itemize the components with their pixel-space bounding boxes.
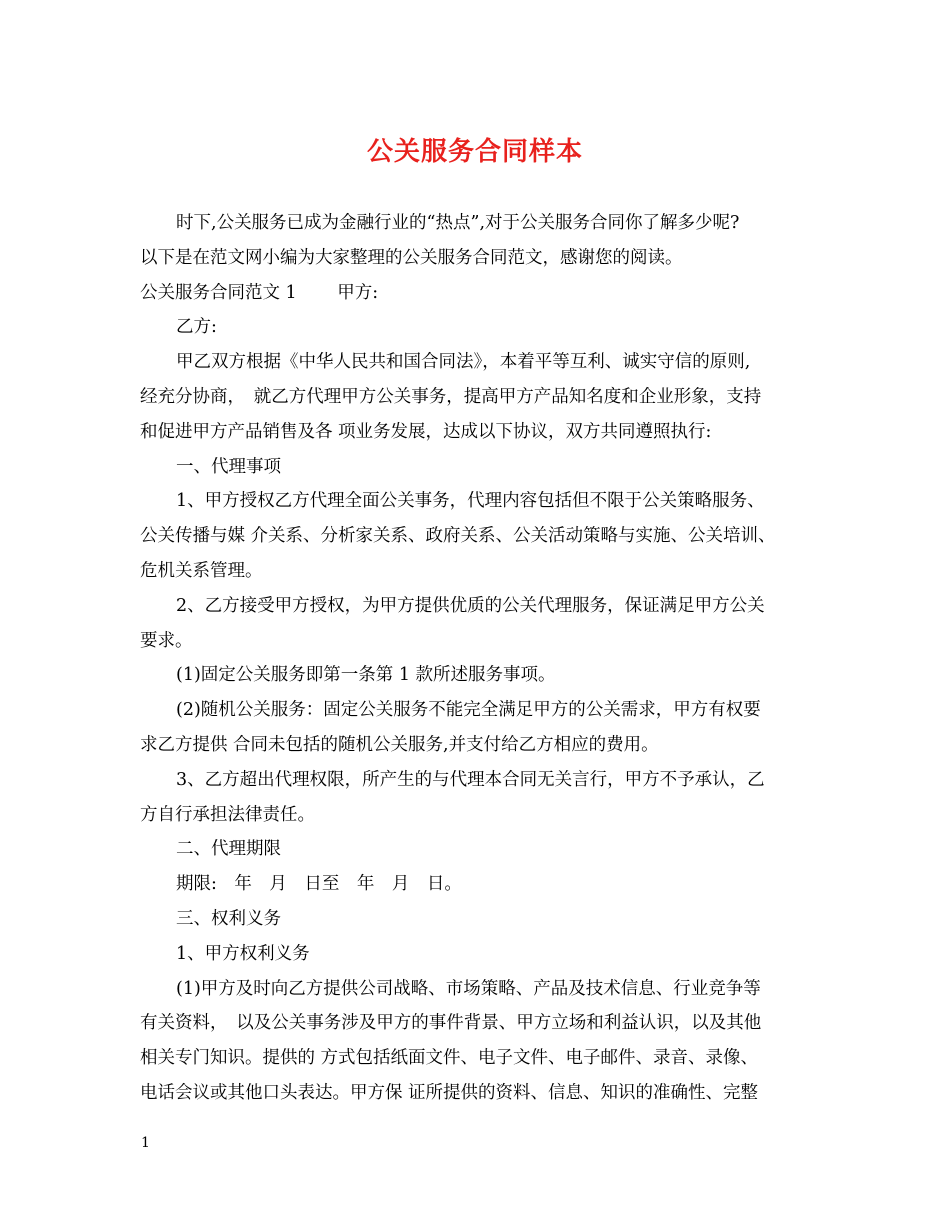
paragraph-line: 期限: 年 月 日至 年 月 日。 bbox=[176, 874, 462, 895]
paragraph-line: 危机关系管理。 bbox=[140, 560, 263, 581]
paragraph-line: 有关资料， 以及公关事务涉及甲方的事件背景、甲方立场和利益认识，以及其他 bbox=[140, 1013, 762, 1034]
paragraph-line: 要求。 bbox=[140, 630, 193, 651]
paragraph-line: 时下,公关服务已成为金融行业的“热点”,对于公关服务合同你了解多少呢? bbox=[176, 213, 740, 233]
paragraph-line: 乙方: bbox=[176, 317, 217, 338]
paragraph-line: 和促进甲方产品销售及各 项业务发展，达成以下协议，双方共同遵照执行: bbox=[140, 421, 712, 442]
paragraph-line: 电话会议或其他口头表达。甲方保 证所提供的资料、信息、知识的准确性、完整 bbox=[140, 1082, 759, 1103]
paragraph-line: 公关传播与媒 介关系、分析家关系、政府关系、公关活动策略与实施、公关培训、 bbox=[140, 526, 776, 547]
paragraph-line: 求乙方提供 合同未包括的随机公关服务,并支付给乙方相应的费用。 bbox=[140, 734, 659, 755]
paragraph-line: (2)随机公关服务：固定公关服务不能完全满足甲方的公关需求，甲方有权要 bbox=[176, 700, 761, 721]
paragraph-line: 1、甲方授权乙方代理全面公关事务，代理内容包括但不限于公关策略服务、 bbox=[176, 491, 765, 512]
document-body bbox=[140, 206, 830, 1111]
paragraph-line: 3、乙方超出代理权限，所产生的与代理本合同无关言行，甲方不予承认，乙 bbox=[176, 769, 765, 790]
paragraph-line: 经充分协商， 就乙方代理甲方公关事务，提高甲方产品知名度和企业形象，支持 bbox=[140, 386, 762, 407]
document-title: 公关服务合同样本 bbox=[366, 137, 583, 167]
paragraph-line: 公关服务合同范文 1 甲方: bbox=[140, 282, 379, 303]
paragraph-line: (1)固定公关服务即第一条第 1 款所述服务事项。 bbox=[176, 665, 556, 686]
paragraph-line: 方自行承担法律责任。 bbox=[140, 804, 315, 825]
paragraph-line: 相关专门知识。提供的 方式包括纸面文件、电子文件、电子邮件、录音、录像、 bbox=[140, 1048, 759, 1069]
section-heading: 二、代理期限 bbox=[176, 839, 281, 860]
paragraph-line: (1)甲方及时向乙方提供公司战略、市场策略、产品及技术信息、行业竞争等 bbox=[176, 978, 761, 999]
section-heading: 三、权利义务 bbox=[176, 908, 281, 929]
subsection-heading: 1、甲方权利义务 bbox=[176, 943, 310, 964]
paragraph-line: 以下是在范文网小编为大家整理的公关服务合同范文，感谢您的阅读。 bbox=[140, 247, 683, 268]
paragraph-line: 甲乙双方根据《中华人民共和国合同法》，本着平等互利、诚实守信的原则, bbox=[176, 352, 751, 373]
paragraph-line: 2、乙方接受甲方授权，为甲方提供优质的公关代理服务，保证满足甲方公关 bbox=[176, 595, 765, 616]
section-heading: 一、代理事项 bbox=[176, 456, 281, 477]
page-number: 1 bbox=[141, 1135, 150, 1151]
